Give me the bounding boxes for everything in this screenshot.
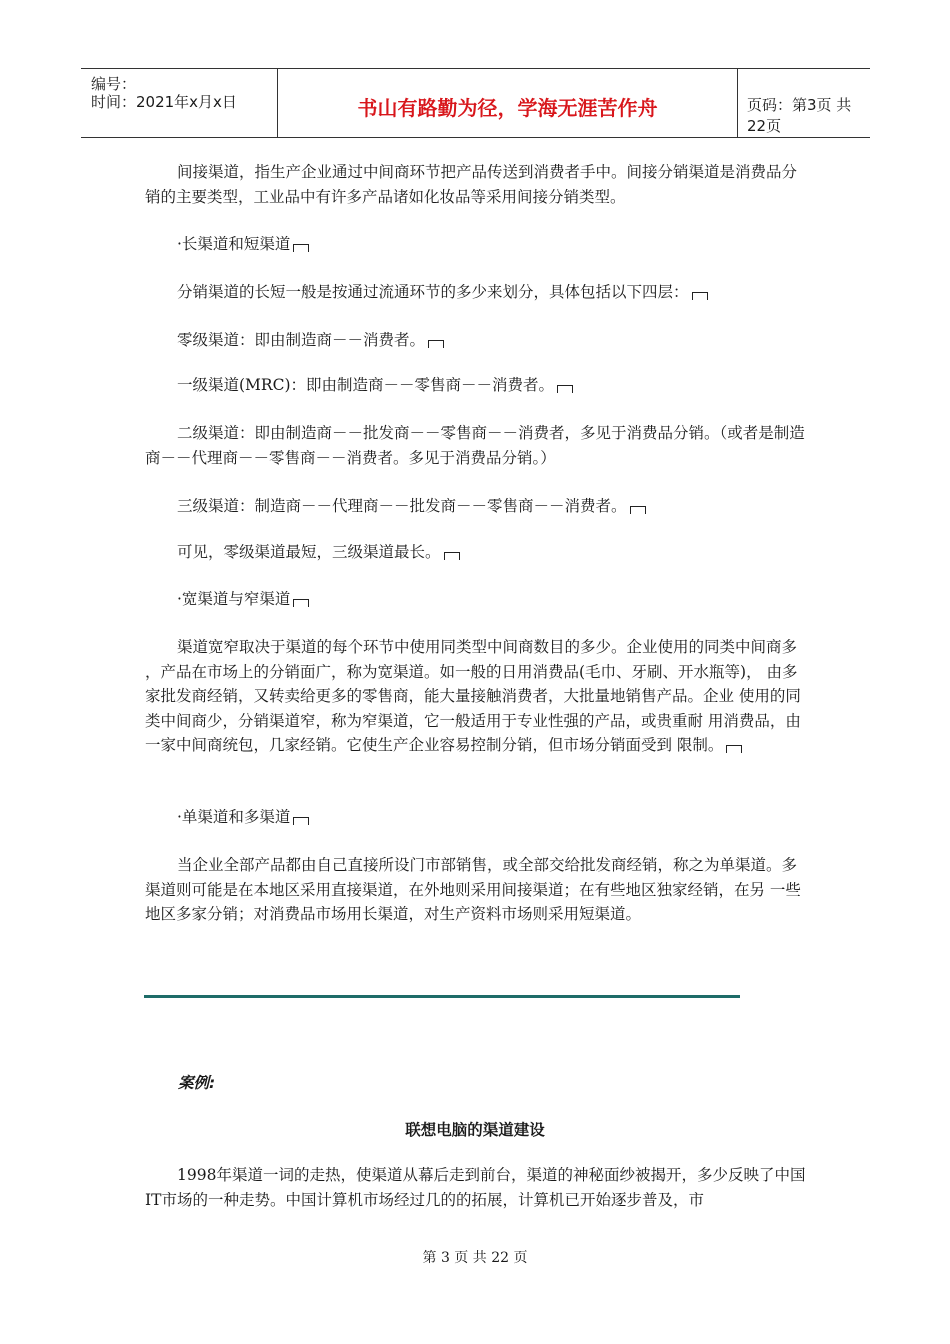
case-label: 案例: xyxy=(178,1074,216,1092)
paragraph-mark-icon xyxy=(293,244,309,252)
paragraph-mark-icon xyxy=(692,292,708,300)
paragraph-text: ·宽渠道与窄渠道 xyxy=(177,590,291,608)
header-page-cell xyxy=(737,69,870,137)
paragraph-text: 渠道宽窄取决于渠道的每个环节中使用同类型中间商数目的多少。企业使用的同类中间商多 ，产品在市场上的分销面广，称为宽渠道。如一般的日用消费品(毛巾、牙刷、开水瓶等)， 由多家批发商经销，又转卖给更多的零售商，能大量接触消费者，大批量地销售产品。企业 使用的同类中间商少，分销渠道窄，称为窄渠道，它一般适用于专业性强的产品，或贵重耐 用消费品，由一家中间商统包，几家经销。它使生产企业容易控制分销，但市场分销面受到 限制。 xyxy=(145,638,801,754)
paragraph-text: 当企业全部产品都由自己直接所设门市部销售，或全部交给批发商经销，称之为单渠道。多 渠道则可能是在本地区采用直接渠道，在外地则采用间接渠道；在有些地区独家经销，在另 一些地区多家分销；对消费品市场用长渠道，对生产资料市场则采用短渠道。 xyxy=(145,856,801,923)
paragraph-text: ·长渠道和短渠道 xyxy=(177,235,291,253)
heading-single-multi-channel xyxy=(145,805,810,830)
paragraph-mark-icon xyxy=(293,599,309,607)
paragraph-single-multi xyxy=(145,853,810,927)
paragraph-wide-narrow xyxy=(145,635,810,758)
paragraph-mark-icon xyxy=(428,340,444,348)
paragraph-text: 1998年渠道一词的走热，使渠道从幕后走到前台，渠道的神秘面纱被揭开，多少反映了中国IT市场的一种走势。中国计算机市场经过几的的拓展，计算机已开始逐步普及，市 xyxy=(145,1166,806,1209)
paragraph-text: 零级渠道：即由制造商－－消费者。 xyxy=(177,331,426,349)
paragraph-mark-icon xyxy=(726,745,742,753)
paragraph-text: 一级渠道(MRC)：即由制造商－－零售商－－消费者。 xyxy=(177,376,554,394)
header-info-cell xyxy=(81,69,277,137)
paragraph-mark-icon xyxy=(557,385,573,393)
paragraph-text: ·单渠道和多渠道 xyxy=(177,808,291,826)
paragraph-third-level xyxy=(145,494,810,519)
paragraph-mark-icon xyxy=(293,817,309,825)
paragraph-text: 三级渠道：制造商－－代理商－－批发商－－零售商－－消费者。 xyxy=(177,497,627,515)
paragraph-first-level xyxy=(145,373,810,398)
paragraph-text: 间接渠道，指生产企业通过中间商环节把产品传送到消费者手中。间接分销渠道是消费品分 销的主要类型，工业品中有许多产品诸如化妆品等采用间接分销类型。 xyxy=(145,163,798,206)
page-header xyxy=(81,68,870,138)
paragraph-text: 可见，零级渠道最短，三级渠道最长。 xyxy=(177,543,441,561)
case-title: 联想电脑的渠道建设 xyxy=(405,1121,545,1139)
page-footer: 第 3 页 共 22 页 xyxy=(422,1250,528,1266)
heading-long-short-channel xyxy=(145,232,810,257)
paragraph-text: 分销渠道的长短一般是按通过流通环节的多少来划分，具体包括以下四层： xyxy=(177,283,689,301)
paragraph-indirect-channel xyxy=(145,160,810,209)
paragraph-case-intro xyxy=(145,1163,810,1212)
header-motto-cell xyxy=(277,69,738,137)
paragraph-second-level xyxy=(145,421,810,470)
paragraph-zero-level xyxy=(145,328,810,353)
paragraph-text: 二级渠道：即由制造商－－批发商－－零售商－－消费者，多见于消费品分销。（或者是制造商－－代理商－－零售商－－消费者。多见于消费品分销。） xyxy=(145,424,805,467)
paragraph-channel-length xyxy=(145,280,810,305)
document-number-label: 编号： xyxy=(91,75,137,93)
header-motto: 书山有路勤为径，学海无涯苦作舟 xyxy=(357,96,658,120)
paragraph-mark-icon xyxy=(444,552,460,560)
document-date-label: 时间：2021年x月x日 xyxy=(91,93,237,111)
paragraph-mark-icon xyxy=(630,506,646,514)
heading-wide-narrow-channel xyxy=(145,587,810,612)
header-page-label: 页码：第3页 共22页 xyxy=(747,96,852,135)
section-divider xyxy=(144,995,740,998)
paragraph-conclusion xyxy=(145,540,810,565)
